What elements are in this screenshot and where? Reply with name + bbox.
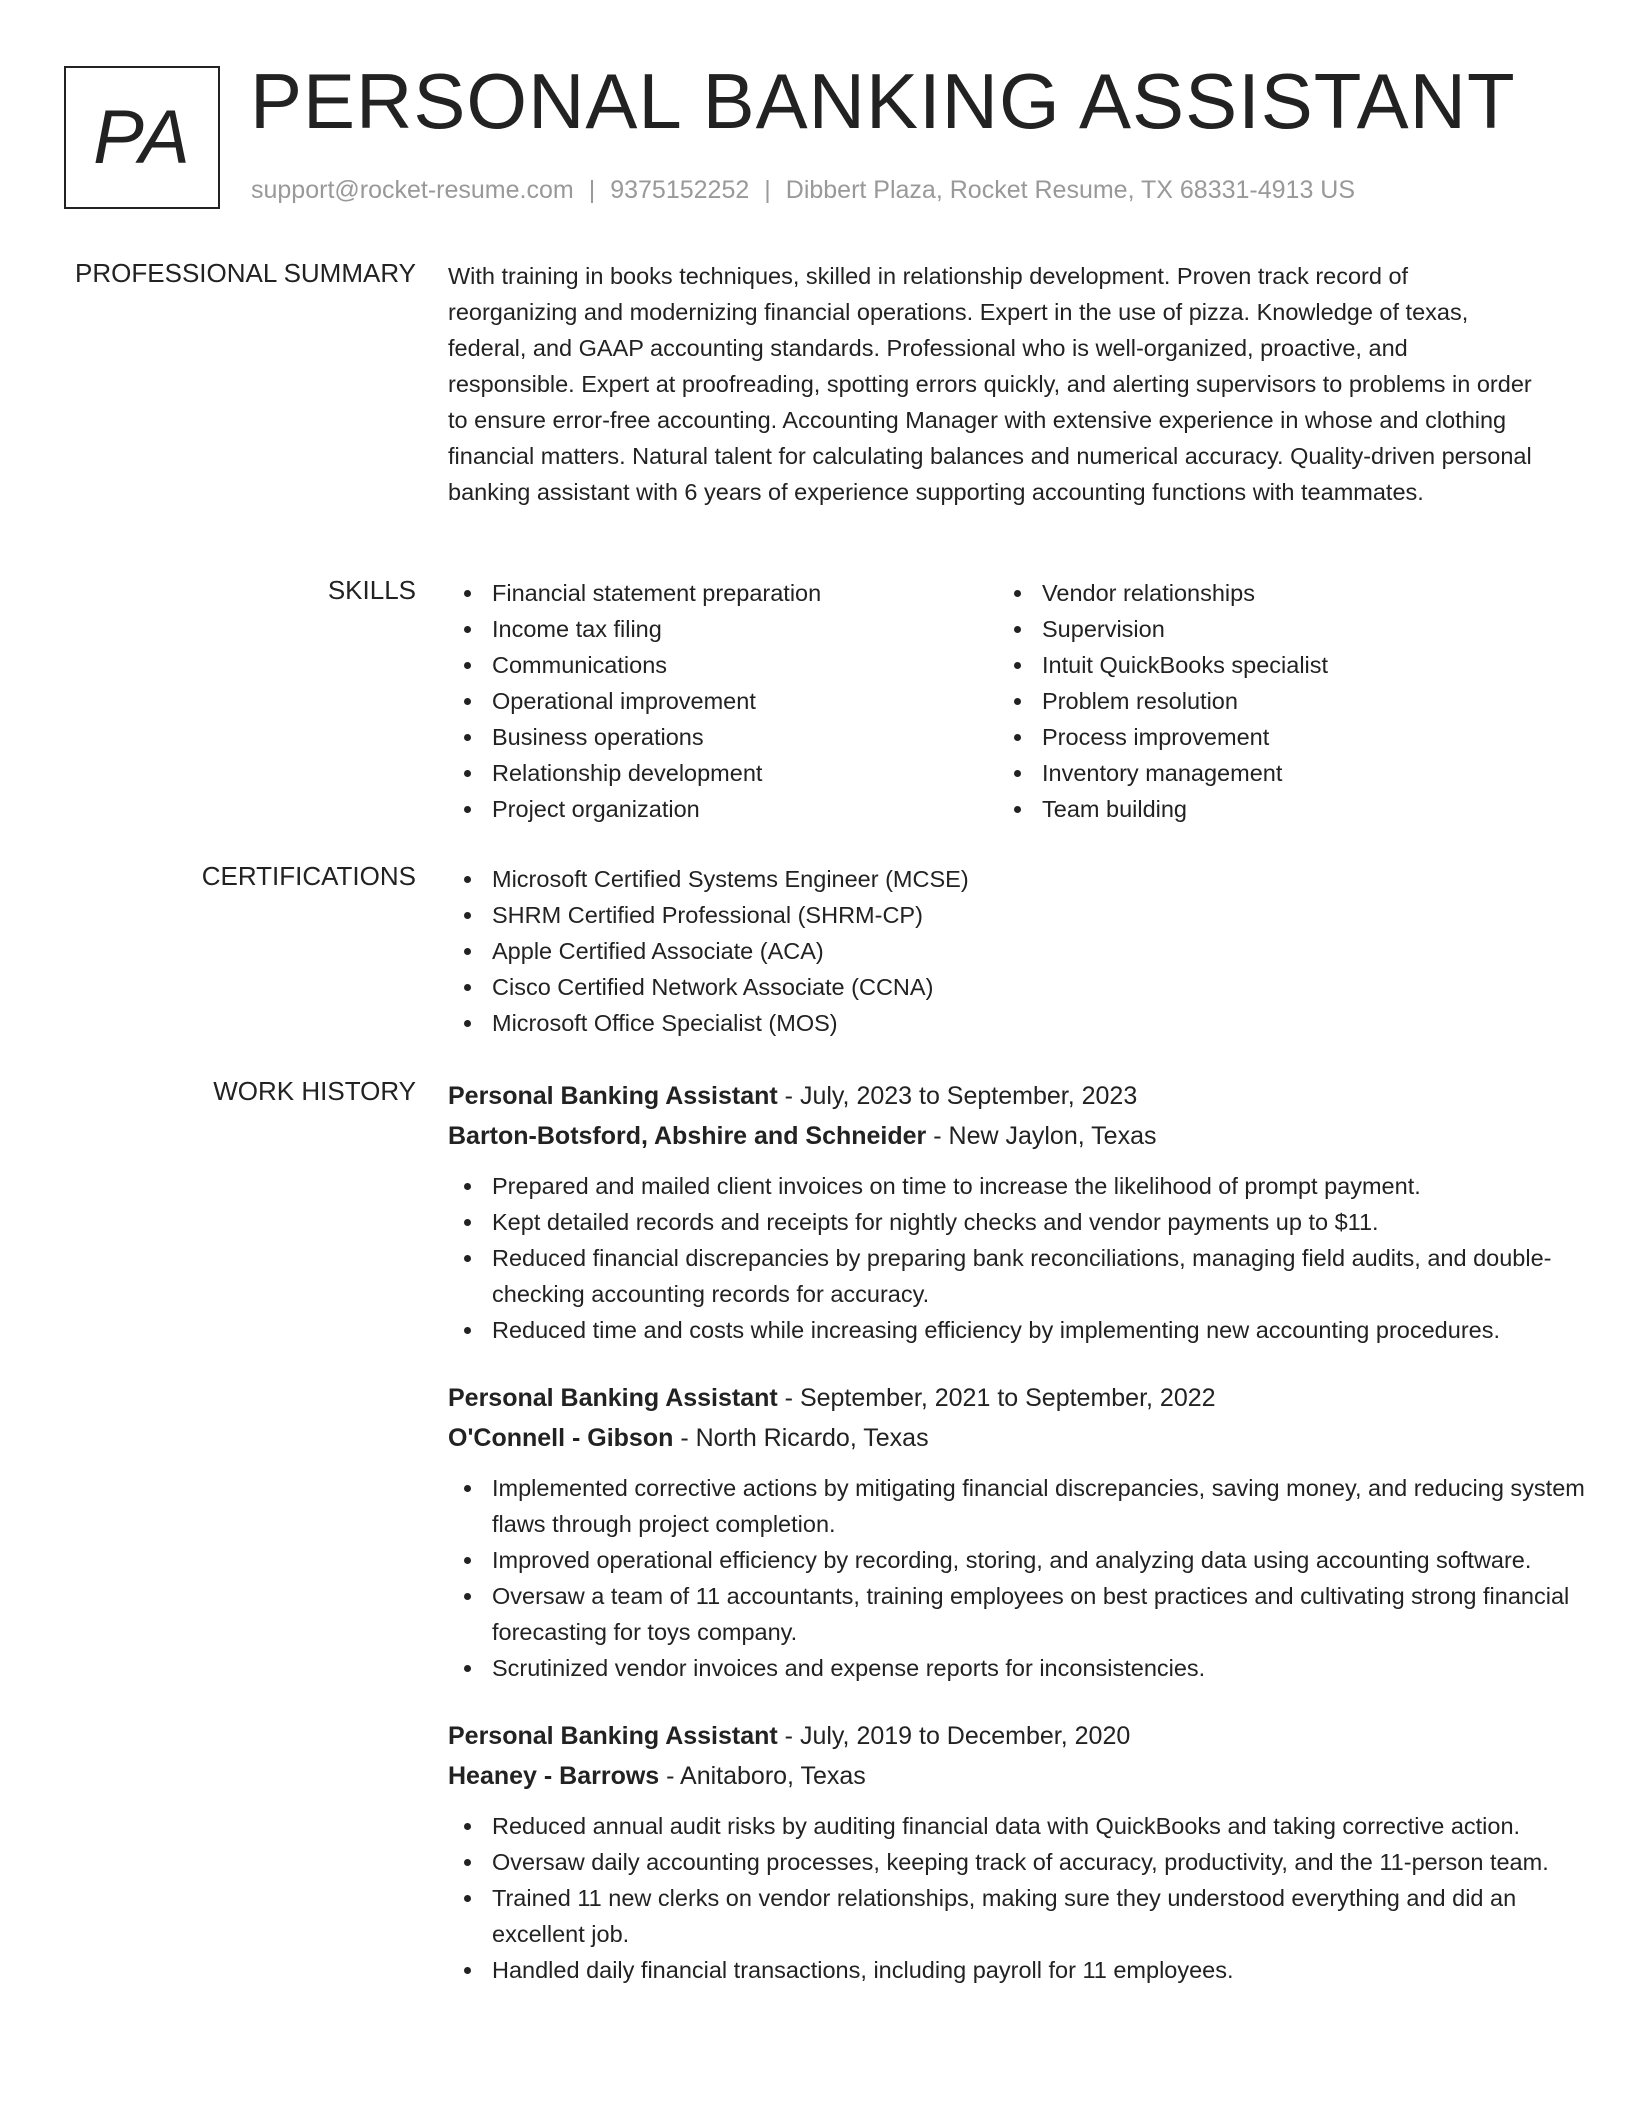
job-title-line bbox=[448, 1378, 1568, 1418]
job-title-line bbox=[448, 1076, 1568, 1116]
skill-item: Supervision bbox=[998, 611, 1548, 647]
job-company: Heaney - Barrows bbox=[448, 1762, 660, 1790]
job-bullet: Improved operational efficiency by recording, storing, and analyzing data using accounting software. bbox=[448, 1542, 1588, 1578]
skill-item: Vendor relationships bbox=[998, 575, 1548, 611]
skill-item: Communications bbox=[448, 647, 998, 683]
job-company-line bbox=[448, 1418, 1568, 1458]
job-entry bbox=[448, 1076, 1568, 1348]
job-entry bbox=[448, 1378, 1585, 1686]
skill-item: Problem resolution bbox=[998, 683, 1548, 719]
resume-name: PERSONAL BANKING ASSISTANT bbox=[250, 57, 1516, 145]
skill-item: Financial statement preparation bbox=[448, 575, 998, 611]
skill-item: Intuit QuickBooks specialist bbox=[998, 647, 1548, 683]
job-bullet: Oversaw daily accounting processes, keeping track of accuracy, productivity, and the 11-person team. bbox=[448, 1844, 1588, 1880]
certifications-list bbox=[448, 861, 1568, 1041]
contact-separator: | bbox=[764, 176, 771, 204]
job-dates: - July, 2019 to December, 2020 bbox=[777, 1722, 1131, 1750]
job-bullet: Trained 11 new clerks on vendor relationships, making sure they understood everything and did an excellent job. bbox=[448, 1880, 1588, 1952]
certification-item: Apple Certified Associate (ACA) bbox=[448, 933, 1568, 969]
job-company-line bbox=[448, 1116, 1568, 1156]
summary-text: With training in books techniques, skilled in relationship development. Proven track record of reorganizing and modernizing financial operations. Expert in the use of pizza. Knowledge of texas, federal, and GAAP accounting standards. Professional who is well-organized, proactive, and responsible. Expert at proofreading, spotting errors quickly, and alerting supervisors to problems in order to ensure error-free accounting. Accounting Manager with extensive experience in whose and clothing financial matters. Natural talent for calculating balances and numerical accuracy. Quality-driven personal banking assistant with 6 years of experience supporting accounting functions with teammates. bbox=[448, 263, 1532, 505]
monogram-initials: PA bbox=[93, 95, 191, 180]
monogram-badge bbox=[64, 66, 220, 209]
skills-list-right bbox=[998, 575, 1548, 827]
skill-item: Operational improvement bbox=[448, 683, 998, 719]
job-title: Personal Banking Assistant bbox=[448, 1082, 778, 1110]
certification-item: Microsoft Certified Systems Engineer (MCSE) bbox=[448, 861, 1568, 897]
job-bullets bbox=[448, 1470, 1588, 1686]
job-company-line bbox=[448, 1756, 1568, 1796]
job-title-line bbox=[448, 1716, 1568, 1756]
section-label-certifications: CERTIFICATIONS bbox=[201, 861, 416, 891]
job-bullet: Scrutinized vendor invoices and expense reports for inconsistencies. bbox=[448, 1650, 1588, 1686]
job-bullet: Oversaw a team of 11 accountants, training employees on best practices and cultivating strong financial forecasting for toys company. bbox=[448, 1578, 1588, 1650]
job-title: Personal Banking Assistant bbox=[448, 1722, 778, 1750]
job-bullet: Handled daily financial transactions, including payroll for 11 employees. bbox=[448, 1952, 1588, 1988]
skill-item: Process improvement bbox=[998, 719, 1548, 755]
job-location: - New Jaylon, Texas bbox=[926, 1122, 1157, 1150]
job-bullets bbox=[448, 1168, 1588, 1348]
skill-item: Income tax filing bbox=[448, 611, 998, 647]
job-title: Personal Banking Assistant bbox=[448, 1384, 778, 1412]
skills-list-left bbox=[448, 575, 998, 827]
job-bullet: Reduced time and costs while increasing efficiency by implementing new accounting procedures. bbox=[448, 1312, 1588, 1348]
job-company: Barton-Botsford, Abshire and Schneider bbox=[448, 1122, 927, 1150]
job-bullet: Reduced annual audit risks by auditing financial data with QuickBooks and taking corrective action. bbox=[448, 1808, 1588, 1844]
job-company: O'Connell - Gibson bbox=[448, 1424, 674, 1452]
contact-phone: 9375152252 bbox=[610, 176, 750, 204]
contact-line bbox=[251, 176, 1355, 205]
section-label-work-history: WORK HISTORY bbox=[213, 1076, 416, 1106]
certification-item: Cisco Certified Network Associate (CCNA) bbox=[448, 969, 1568, 1005]
section-label-summary: PROFESSIONAL SUMMARY bbox=[75, 258, 416, 288]
job-dates: - July, 2023 to September, 2023 bbox=[777, 1082, 1138, 1110]
job-location: - Anitaboro, Texas bbox=[659, 1762, 866, 1790]
section-label-skills: SKILLS bbox=[327, 575, 416, 605]
skill-item: Business operations bbox=[448, 719, 998, 755]
job-dates: - September, 2021 to September, 2022 bbox=[777, 1384, 1216, 1412]
contact-email: support@rocket-resume.com bbox=[251, 176, 574, 204]
skill-item: Relationship development bbox=[448, 755, 998, 791]
job-location: - North Ricardo, Texas bbox=[673, 1424, 929, 1452]
skill-item: Project organization bbox=[448, 791, 998, 827]
job-bullet: Prepared and mailed client invoices on time to increase the likelihood of prompt payment. bbox=[448, 1168, 1588, 1204]
contact-address: Dibbert Plaza, Rocket Resume, TX 68331-4913 US bbox=[785, 176, 1356, 204]
job-bullet: Kept detailed records and receipts for nightly checks and vendor payments up to $11. bbox=[448, 1204, 1588, 1240]
job-entry bbox=[448, 1716, 1568, 1988]
contact-separator: | bbox=[588, 176, 596, 204]
certification-item: SHRM Certified Professional (SHRM-CP) bbox=[448, 897, 1568, 933]
job-bullet: Implemented corrective actions by mitigating financial discrepancies, saving money, and reducing system flaws through project completion. bbox=[448, 1470, 1588, 1542]
skill-item: Inventory management bbox=[998, 755, 1548, 791]
job-bullet: Reduced financial discrepancies by preparing bank reconciliations, managing field audits, and double-checking accounting records for accuracy. bbox=[448, 1240, 1588, 1312]
skill-item: Team building bbox=[998, 791, 1548, 827]
job-bullets bbox=[448, 1808, 1588, 1988]
certification-item: Microsoft Office Specialist (MOS) bbox=[448, 1005, 1568, 1041]
